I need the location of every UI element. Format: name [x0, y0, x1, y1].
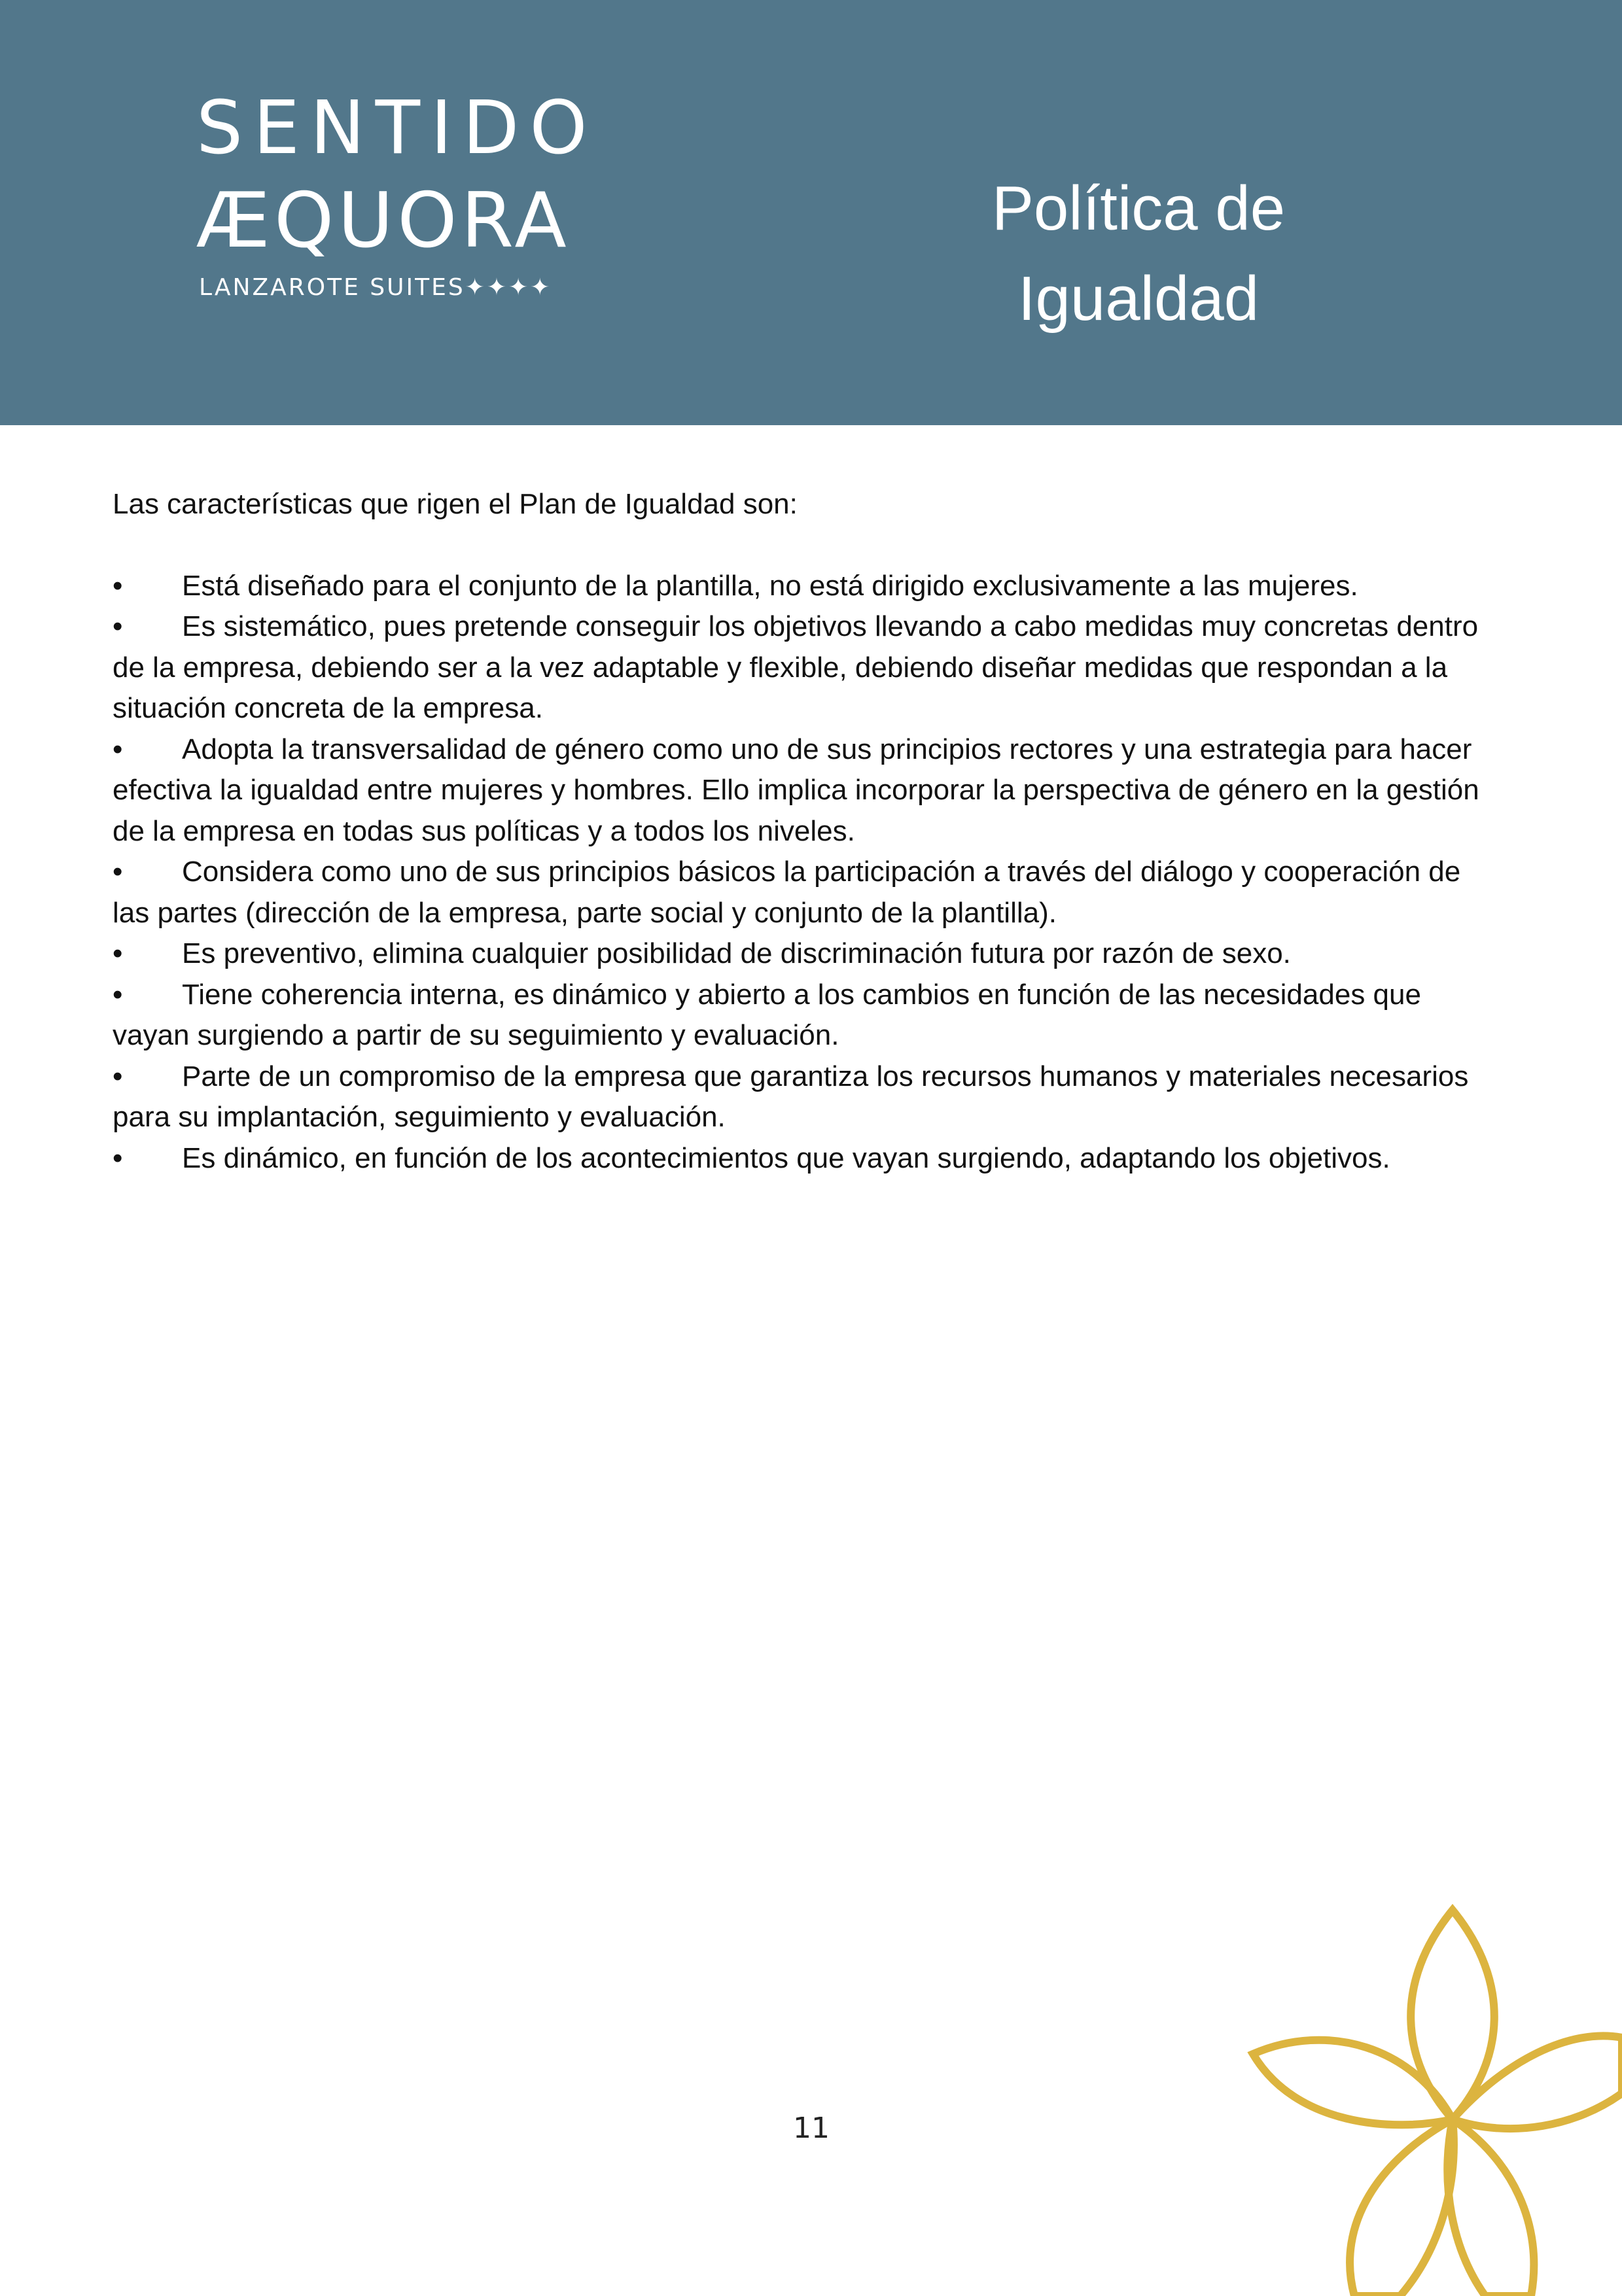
bullet-item	[113, 729, 1500, 852]
bullet-symbol: •	[113, 569, 123, 602]
bullet-symbol: •	[113, 610, 123, 642]
flower-petal	[1447, 2119, 1534, 2296]
bullet-item	[113, 606, 1500, 729]
bullet-symbol: •	[113, 733, 123, 765]
logo-subtitle: LANZAROTE SUITES	[199, 274, 465, 301]
document-body	[113, 484, 1500, 1179]
intro-paragraph: Las características que rigen el Plan de Igualdad son:	[113, 488, 798, 520]
bullet-symbol: •	[113, 978, 123, 1011]
flower-petal	[1350, 2119, 1454, 2296]
header-banner	[0, 0, 1622, 425]
bullet-text: Es preventivo, elimina cualquier posibilidad de discriminación futura por razón de sexo.	[182, 937, 1291, 969]
logo-brand-line: SENTIDO	[196, 86, 598, 171]
bullet-text: Tiene coherencia interna, es dinámico y abierto a los cambios en función de las necesidades que vayan surgiendo a partir de su seguimiento y evaluación.	[113, 978, 1421, 1051]
bullet-symbol: •	[113, 1060, 123, 1092]
sentido-aequora-logo	[196, 86, 598, 314]
bullet-symbol: •	[113, 1141, 123, 1174]
page-title	[903, 164, 1374, 344]
bullet-item	[113, 852, 1500, 933]
page-title-line2: Igualdad	[1017, 264, 1260, 334]
bullet-text: Es dinámico, en función de los acontecimientos que vayan surgiendo, adaptando los objetivos.	[182, 1141, 1390, 1174]
gold-flower-decoration-icon	[1230, 1897, 1622, 2296]
logo-hotel-line: ÆQUORA	[196, 177, 571, 265]
bullet-symbol: •	[113, 937, 123, 969]
bullet-text: Es sistemático, pues pretende conseguir los objetivos llevando a cabo medidas muy concretas dentro de la empresa, debiendo ser a la vez adaptable y flexible, debiendo diseñar medidas que respondan a la situación concreta de la empresa.	[113, 610, 1479, 724]
bullet-item	[113, 566, 1500, 607]
bullet-item	[113, 1056, 1500, 1138]
bullet-symbol: •	[113, 856, 123, 888]
flower-petal	[1253, 2040, 1453, 2125]
bullet-text: Adopta la transversalidad de género como uno de sus principios rectores y una estrategia para hacer efectiva la igualdad entre mujeres y hombres. Ello implica incorporar la perspectiva de género en la gestión de la empresa en todas sus políticas y a todos los niveles.	[113, 733, 1479, 847]
bullet-text: Está diseñado para el conjunto de la plantilla, no está dirigido exclusivamente a las mujeres.	[182, 569, 1358, 602]
page-title-line1: Política de	[991, 173, 1286, 243]
logo-stars: ✦✦✦✦	[465, 274, 552, 301]
logo-subtitle-line	[199, 276, 552, 300]
bullet-item	[113, 1138, 1500, 1179]
bullet-item	[113, 933, 1500, 975]
bullet-text: Considera como uno de sus principios básicos la participación a través del diálogo y cooperación de las partes (dirección de la empresa, parte social y conjunto de la plantilla).	[113, 856, 1461, 929]
bullet-item	[113, 975, 1500, 1056]
bullet-text: Parte de un compromiso de la empresa que garantiza los recursos humanos y materiales necesarios para su implantación, seguimiento y evaluación.	[113, 1060, 1469, 1133]
page-number: 11	[793, 2112, 830, 2145]
